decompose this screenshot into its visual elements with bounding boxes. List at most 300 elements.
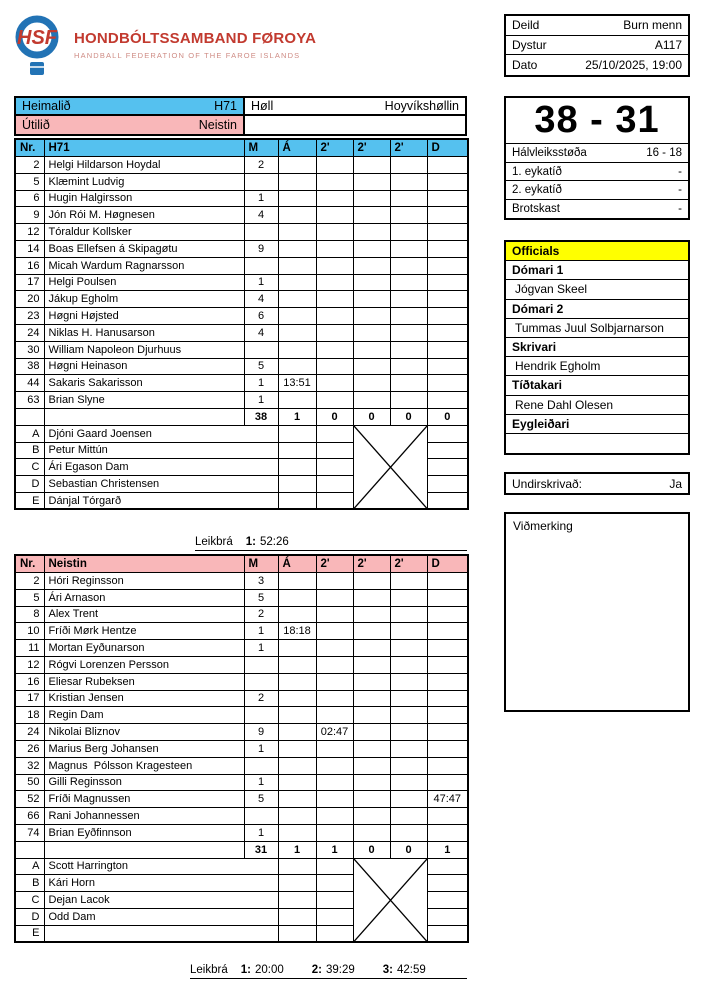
bench-name: Odd Dam bbox=[44, 908, 278, 925]
disqualification-cell bbox=[427, 707, 468, 724]
suspension-cell bbox=[353, 589, 390, 606]
warning-cell bbox=[278, 308, 316, 325]
player-number: 26 bbox=[15, 740, 44, 757]
player-name: Regin Dam bbox=[44, 707, 244, 724]
suspension-cell bbox=[390, 224, 427, 241]
player-name: Sakaris Sakarisson bbox=[44, 375, 244, 392]
warning-cell bbox=[278, 707, 316, 724]
disqualification-cell bbox=[427, 291, 468, 308]
player-row bbox=[15, 824, 468, 841]
warning-cell bbox=[278, 640, 316, 657]
federation-title: HONDBÓLTSSAMBAND FØROYA bbox=[74, 30, 317, 47]
col-2min: 2' bbox=[390, 139, 427, 157]
away-team: Neistin bbox=[198, 118, 237, 132]
suspension-cell bbox=[390, 291, 427, 308]
player-name: Jákup Egholm bbox=[44, 291, 244, 308]
disqualification-cell bbox=[427, 690, 468, 707]
warning-cell bbox=[278, 274, 316, 291]
goals-cell: 2 bbox=[244, 690, 278, 707]
player-row bbox=[15, 791, 468, 808]
suspension-cell bbox=[390, 341, 427, 358]
player-name: Boas Ellefsen á Skipagøtu bbox=[44, 240, 244, 257]
player-row bbox=[15, 190, 468, 207]
goals-cell: 1 bbox=[244, 623, 278, 640]
player-number: 16 bbox=[15, 673, 44, 690]
teams-header bbox=[14, 96, 467, 136]
suspension-cell bbox=[316, 824, 353, 841]
away-team-cell bbox=[16, 116, 245, 134]
overtime1-value: - bbox=[678, 165, 682, 178]
player-number: 18 bbox=[15, 707, 44, 724]
disqualification-cell bbox=[427, 740, 468, 757]
player-row bbox=[15, 308, 468, 325]
suspension-cell bbox=[316, 341, 353, 358]
player-number: 10 bbox=[15, 623, 44, 640]
goals-cell bbox=[244, 757, 278, 774]
disqualification-cell bbox=[427, 606, 468, 623]
suspension-cell bbox=[353, 640, 390, 657]
suspension-cell bbox=[353, 606, 390, 623]
crossed-out-region bbox=[353, 858, 427, 942]
total-suspensions: 0 bbox=[390, 841, 427, 858]
dato-label: Dato bbox=[512, 57, 538, 72]
player-name: Gilli Reginsson bbox=[44, 774, 244, 791]
player-number: 20 bbox=[15, 291, 44, 308]
player-number: 23 bbox=[15, 308, 44, 325]
bench-letter: C bbox=[15, 892, 44, 909]
roster-header-row bbox=[15, 555, 468, 573]
total-suspensions: 0 bbox=[390, 408, 427, 425]
match-info-row bbox=[506, 16, 688, 36]
suspension-cell bbox=[353, 707, 390, 724]
player-number: 32 bbox=[15, 757, 44, 774]
col-2min: 2' bbox=[316, 139, 353, 157]
warning-cell bbox=[278, 724, 316, 741]
player-row bbox=[15, 589, 468, 606]
disqualification-cell bbox=[427, 808, 468, 825]
disqualification-cell bbox=[427, 724, 468, 741]
officials-panel bbox=[504, 240, 690, 455]
bench-letter: D bbox=[15, 476, 44, 493]
suspension-cell bbox=[316, 589, 353, 606]
player-name: Magnus Pólsson Kragesteen bbox=[44, 757, 244, 774]
suspension-cell bbox=[390, 157, 427, 174]
hall-cell bbox=[245, 98, 465, 116]
suspension-cell bbox=[390, 808, 427, 825]
dystur-value: A117 bbox=[654, 37, 682, 52]
player-row bbox=[15, 240, 468, 257]
player-name: Helgi Hildarson Hoydal bbox=[44, 157, 244, 174]
total-suspensions: 0 bbox=[316, 408, 353, 425]
warning-cell bbox=[278, 774, 316, 791]
referee1-name: Jógvan Skeel bbox=[506, 280, 688, 299]
warning-cell bbox=[278, 757, 316, 774]
federation-logo-icon bbox=[14, 12, 60, 80]
player-row bbox=[15, 690, 468, 707]
referee2-role: Dómari 2 bbox=[506, 300, 688, 319]
suspension-cell bbox=[390, 274, 427, 291]
goals-cell: 5 bbox=[244, 589, 278, 606]
warning-cell bbox=[278, 673, 316, 690]
suspension-cell bbox=[353, 774, 390, 791]
col-warning: Á bbox=[278, 555, 316, 573]
totals-row bbox=[15, 841, 468, 858]
suspension-cell bbox=[390, 640, 427, 657]
suspension-cell bbox=[353, 291, 390, 308]
player-row bbox=[15, 774, 468, 791]
suspension-cell bbox=[353, 740, 390, 757]
playtime-segment: 1: 52:26 bbox=[245, 536, 289, 548]
signature-panel bbox=[504, 472, 690, 495]
observer-role: Eygleiðari bbox=[506, 415, 688, 434]
warning-cell bbox=[278, 207, 316, 224]
home-team: H71 bbox=[214, 99, 237, 113]
goals-cell: 1 bbox=[244, 824, 278, 841]
player-number: 24 bbox=[15, 324, 44, 341]
player-name: Alex Trent bbox=[44, 606, 244, 623]
suspension-cell bbox=[316, 240, 353, 257]
player-name: Hóri Reginsson bbox=[44, 573, 244, 590]
suspension-cell bbox=[316, 324, 353, 341]
away-roster-table bbox=[14, 554, 469, 943]
player-number: 24 bbox=[15, 724, 44, 741]
bench-name: Ári Egason Dam bbox=[44, 459, 278, 476]
scoreboard-panel bbox=[504, 96, 690, 220]
warning-cell bbox=[278, 824, 316, 841]
col-2min: 2' bbox=[353, 555, 390, 573]
player-row bbox=[15, 224, 468, 241]
total-goals: 31 bbox=[244, 841, 278, 858]
player-number: 5 bbox=[15, 173, 44, 190]
overtime1-label: 1. eykatíð bbox=[512, 165, 562, 178]
player-row bbox=[15, 257, 468, 274]
suspension-cell bbox=[316, 740, 353, 757]
total-goals: 38 bbox=[244, 408, 278, 425]
player-row bbox=[15, 157, 468, 174]
player-row bbox=[15, 673, 468, 690]
suspension-cell bbox=[390, 740, 427, 757]
disqualification-cell bbox=[427, 207, 468, 224]
remarks-label: Viðmerking bbox=[513, 519, 573, 533]
hall-name: Hoyvíkshøllin bbox=[384, 99, 459, 113]
goals-cell: 9 bbox=[244, 724, 278, 741]
goals-cell: 6 bbox=[244, 308, 278, 325]
goals-cell: 1 bbox=[244, 774, 278, 791]
disqualification-cell bbox=[427, 173, 468, 190]
goals-cell bbox=[244, 341, 278, 358]
playtime-segment: 2: 39:29 bbox=[311, 964, 355, 976]
goals-cell: 1 bbox=[244, 740, 278, 757]
player-number: 12 bbox=[15, 224, 44, 241]
player-number: 8 bbox=[15, 606, 44, 623]
player-name: Jón Rói M. Høgnesen bbox=[44, 207, 244, 224]
warning-cell bbox=[278, 341, 316, 358]
disqualification-cell bbox=[427, 375, 468, 392]
deild-label: Deild bbox=[512, 18, 540, 33]
suspension-cell bbox=[353, 375, 390, 392]
overtime2-row bbox=[506, 180, 688, 199]
player-row bbox=[15, 392, 468, 409]
suspension-cell bbox=[390, 724, 427, 741]
goals-cell: 4 bbox=[244, 324, 278, 341]
home-roster-table bbox=[14, 138, 469, 510]
disqualification-cell bbox=[427, 774, 468, 791]
referee2-name: Tummas Juul Solbjarnarson bbox=[506, 319, 688, 338]
suspension-cell bbox=[353, 190, 390, 207]
player-name: Tóraldur Kollsker bbox=[44, 224, 244, 241]
overtime2-value: - bbox=[678, 184, 682, 197]
player-number: 16 bbox=[15, 257, 44, 274]
suspension-cell bbox=[353, 240, 390, 257]
player-number: 30 bbox=[15, 341, 44, 358]
col-team: Neistin bbox=[44, 555, 244, 573]
suspension-cell bbox=[390, 623, 427, 640]
warning-cell bbox=[278, 656, 316, 673]
disqualification-cell: 47:47 bbox=[427, 791, 468, 808]
remarks-panel bbox=[504, 512, 690, 712]
signature-value: Ja bbox=[669, 476, 682, 491]
suspension-cell bbox=[390, 173, 427, 190]
player-row bbox=[15, 341, 468, 358]
goals-cell bbox=[244, 707, 278, 724]
player-number: 11 bbox=[15, 640, 44, 657]
player-name: Klæmint Ludvig bbox=[44, 173, 244, 190]
bench-name: Scott Harrington bbox=[44, 858, 278, 875]
crossed-out-region bbox=[353, 425, 427, 509]
home-label: Heimalið bbox=[22, 99, 71, 113]
disqualification-cell bbox=[427, 640, 468, 657]
bench-name: Kári Horn bbox=[44, 875, 278, 892]
player-name: Nikolai Bliznov bbox=[44, 724, 244, 741]
suspension-cell bbox=[316, 656, 353, 673]
disqualification-cell bbox=[427, 673, 468, 690]
playtime-label: Leikbrá bbox=[190, 964, 228, 976]
suspension-cell bbox=[316, 224, 353, 241]
disqualification-cell bbox=[427, 824, 468, 841]
penalty-throws-value: - bbox=[678, 202, 682, 215]
suspension-cell bbox=[353, 791, 390, 808]
penalty-throws-row bbox=[506, 199, 688, 218]
away-players bbox=[15, 573, 468, 842]
suspension-cell bbox=[316, 274, 353, 291]
halftime-label: Hálvleiksstøða bbox=[512, 146, 587, 159]
goals-cell: 1 bbox=[244, 190, 278, 207]
player-row bbox=[15, 707, 468, 724]
warning-cell bbox=[278, 173, 316, 190]
disqualification-cell bbox=[427, 757, 468, 774]
goals-cell bbox=[244, 173, 278, 190]
player-row bbox=[15, 740, 468, 757]
bench-letter: A bbox=[15, 425, 44, 442]
suspension-cell bbox=[316, 791, 353, 808]
goals-cell bbox=[244, 224, 278, 241]
warning-cell bbox=[278, 573, 316, 590]
player-number: 38 bbox=[15, 358, 44, 375]
suspension-cell bbox=[316, 673, 353, 690]
suspension-cell bbox=[316, 707, 353, 724]
final-score: 38 - 31 bbox=[534, 99, 660, 141]
col-nr: Nr. bbox=[15, 139, 44, 157]
match-info-row bbox=[506, 36, 688, 56]
suspension-cell bbox=[390, 791, 427, 808]
suspension-cell bbox=[316, 173, 353, 190]
suspension-cell bbox=[353, 824, 390, 841]
suspension-cell bbox=[316, 774, 353, 791]
col-warning: Á bbox=[278, 139, 316, 157]
deild-value: Burn menn bbox=[623, 18, 682, 33]
total-warnings: 1 bbox=[278, 841, 316, 858]
playtime-line-away bbox=[190, 964, 467, 979]
suspension-cell bbox=[390, 190, 427, 207]
bench-row bbox=[15, 858, 468, 875]
suspension-cell: 02:47 bbox=[316, 724, 353, 741]
suspension-cell bbox=[353, 274, 390, 291]
col-2min: 2' bbox=[316, 555, 353, 573]
disqualification-cell bbox=[427, 358, 468, 375]
suspension-cell bbox=[316, 157, 353, 174]
suspension-cell bbox=[353, 157, 390, 174]
referee1-role: Dómari 1 bbox=[506, 261, 688, 280]
suspension-cell bbox=[390, 240, 427, 257]
warning-cell bbox=[278, 240, 316, 257]
observer-name bbox=[506, 434, 688, 453]
bench-letter: B bbox=[15, 875, 44, 892]
cross-icon bbox=[354, 859, 427, 941]
federation-name-block bbox=[74, 30, 316, 80]
disqualification-cell bbox=[427, 190, 468, 207]
suspension-cell bbox=[390, 656, 427, 673]
suspension-cell bbox=[353, 224, 390, 241]
suspension-cell bbox=[390, 774, 427, 791]
warning-cell bbox=[278, 740, 316, 757]
player-name: Marius Berg Johansen bbox=[44, 740, 244, 757]
totals-row bbox=[15, 408, 468, 425]
suspension-cell bbox=[316, 640, 353, 657]
col-2min: 2' bbox=[353, 139, 390, 157]
playtime-label: Leikbrá bbox=[195, 536, 233, 548]
suspension-cell bbox=[353, 623, 390, 640]
player-row bbox=[15, 724, 468, 741]
signature-label: Undirskrivað: bbox=[512, 476, 583, 491]
goals-cell: 1 bbox=[244, 640, 278, 657]
player-name: Mortan Eyðunarson bbox=[44, 640, 244, 657]
goals-cell bbox=[244, 808, 278, 825]
suspension-cell bbox=[390, 606, 427, 623]
player-row bbox=[15, 573, 468, 590]
bench-letter: B bbox=[15, 442, 44, 459]
suspension-cell bbox=[316, 207, 353, 224]
disqualification-cell bbox=[427, 224, 468, 241]
goals-cell: 1 bbox=[244, 274, 278, 291]
player-number: 17 bbox=[15, 274, 44, 291]
warning-cell bbox=[278, 157, 316, 174]
col-2min: 2' bbox=[390, 555, 427, 573]
goals-cell: 9 bbox=[244, 240, 278, 257]
suspension-cell bbox=[316, 358, 353, 375]
disqualification-cell bbox=[427, 274, 468, 291]
warning-cell bbox=[278, 358, 316, 375]
player-number: 9 bbox=[15, 207, 44, 224]
timekeeper-role: Tíðtakari bbox=[506, 376, 688, 395]
bench-row bbox=[15, 425, 468, 442]
svg-text:HSF: HSF bbox=[17, 27, 57, 49]
dato-value: 25/10/2025, 19:00 bbox=[585, 57, 682, 72]
federation-header bbox=[14, 12, 316, 80]
goals-cell: 5 bbox=[244, 358, 278, 375]
suspension-cell bbox=[353, 757, 390, 774]
suspension-cell bbox=[390, 324, 427, 341]
suspension-cell bbox=[353, 324, 390, 341]
home-team-cell bbox=[16, 98, 245, 116]
player-name: Brian Slyne bbox=[44, 392, 244, 409]
player-row bbox=[15, 623, 468, 640]
disqualification-cell bbox=[427, 392, 468, 409]
penalty-throws-label: Brotskast bbox=[512, 202, 560, 215]
suspension-cell bbox=[353, 656, 390, 673]
disqualification-cell bbox=[427, 257, 468, 274]
goals-cell bbox=[244, 656, 278, 673]
bench-name: Petur Mittún bbox=[44, 442, 278, 459]
goals-cell bbox=[244, 257, 278, 274]
col-goals: M bbox=[244, 139, 278, 157]
player-number: 52 bbox=[15, 791, 44, 808]
player-number: 2 bbox=[15, 573, 44, 590]
overtime1-row bbox=[506, 162, 688, 181]
player-name: Rógvi Lorenzen Persson bbox=[44, 656, 244, 673]
hall-label: Høll bbox=[251, 99, 274, 113]
bench-letter: A bbox=[15, 858, 44, 875]
disqualification-cell bbox=[427, 589, 468, 606]
suspension-cell bbox=[316, 375, 353, 392]
warning-cell bbox=[278, 808, 316, 825]
bench-letter: C bbox=[15, 459, 44, 476]
suspension-cell bbox=[316, 308, 353, 325]
empty-cell bbox=[245, 116, 465, 134]
suspension-cell bbox=[390, 392, 427, 409]
disqualification-cell bbox=[427, 240, 468, 257]
player-number: 63 bbox=[15, 392, 44, 409]
suspension-cell bbox=[390, 207, 427, 224]
goals-cell: 2 bbox=[244, 606, 278, 623]
bench-name: Djóni Gaard Joensen bbox=[44, 425, 278, 442]
player-name: Micah Wardum Ragnarsson bbox=[44, 257, 244, 274]
player-row bbox=[15, 358, 468, 375]
player-row bbox=[15, 274, 468, 291]
goals-cell bbox=[244, 673, 278, 690]
secretary-name: Hendrik Egholm bbox=[506, 357, 688, 376]
player-name: Hugin Halgirsson bbox=[44, 190, 244, 207]
player-name: Niklas H. Hanusarson bbox=[44, 324, 244, 341]
player-name: Fríði Mørk Hentze bbox=[44, 623, 244, 640]
suspension-cell bbox=[353, 690, 390, 707]
suspension-cell bbox=[353, 808, 390, 825]
disqualification-cell bbox=[427, 324, 468, 341]
total-suspensions: 0 bbox=[353, 408, 390, 425]
player-number: 74 bbox=[15, 824, 44, 841]
warning-cell: 13:51 bbox=[278, 375, 316, 392]
suspension-cell bbox=[390, 257, 427, 274]
col-disqualification: D bbox=[427, 555, 468, 573]
suspension-cell bbox=[353, 358, 390, 375]
cross-icon bbox=[354, 426, 427, 508]
bench-name: Dánjal Tórgarð bbox=[44, 492, 278, 509]
goals-cell: 4 bbox=[244, 291, 278, 308]
player-number: 2 bbox=[15, 157, 44, 174]
player-number: 14 bbox=[15, 240, 44, 257]
suspension-cell bbox=[316, 606, 353, 623]
halftime-row bbox=[506, 143, 688, 162]
away-label: Útilið bbox=[22, 118, 50, 132]
